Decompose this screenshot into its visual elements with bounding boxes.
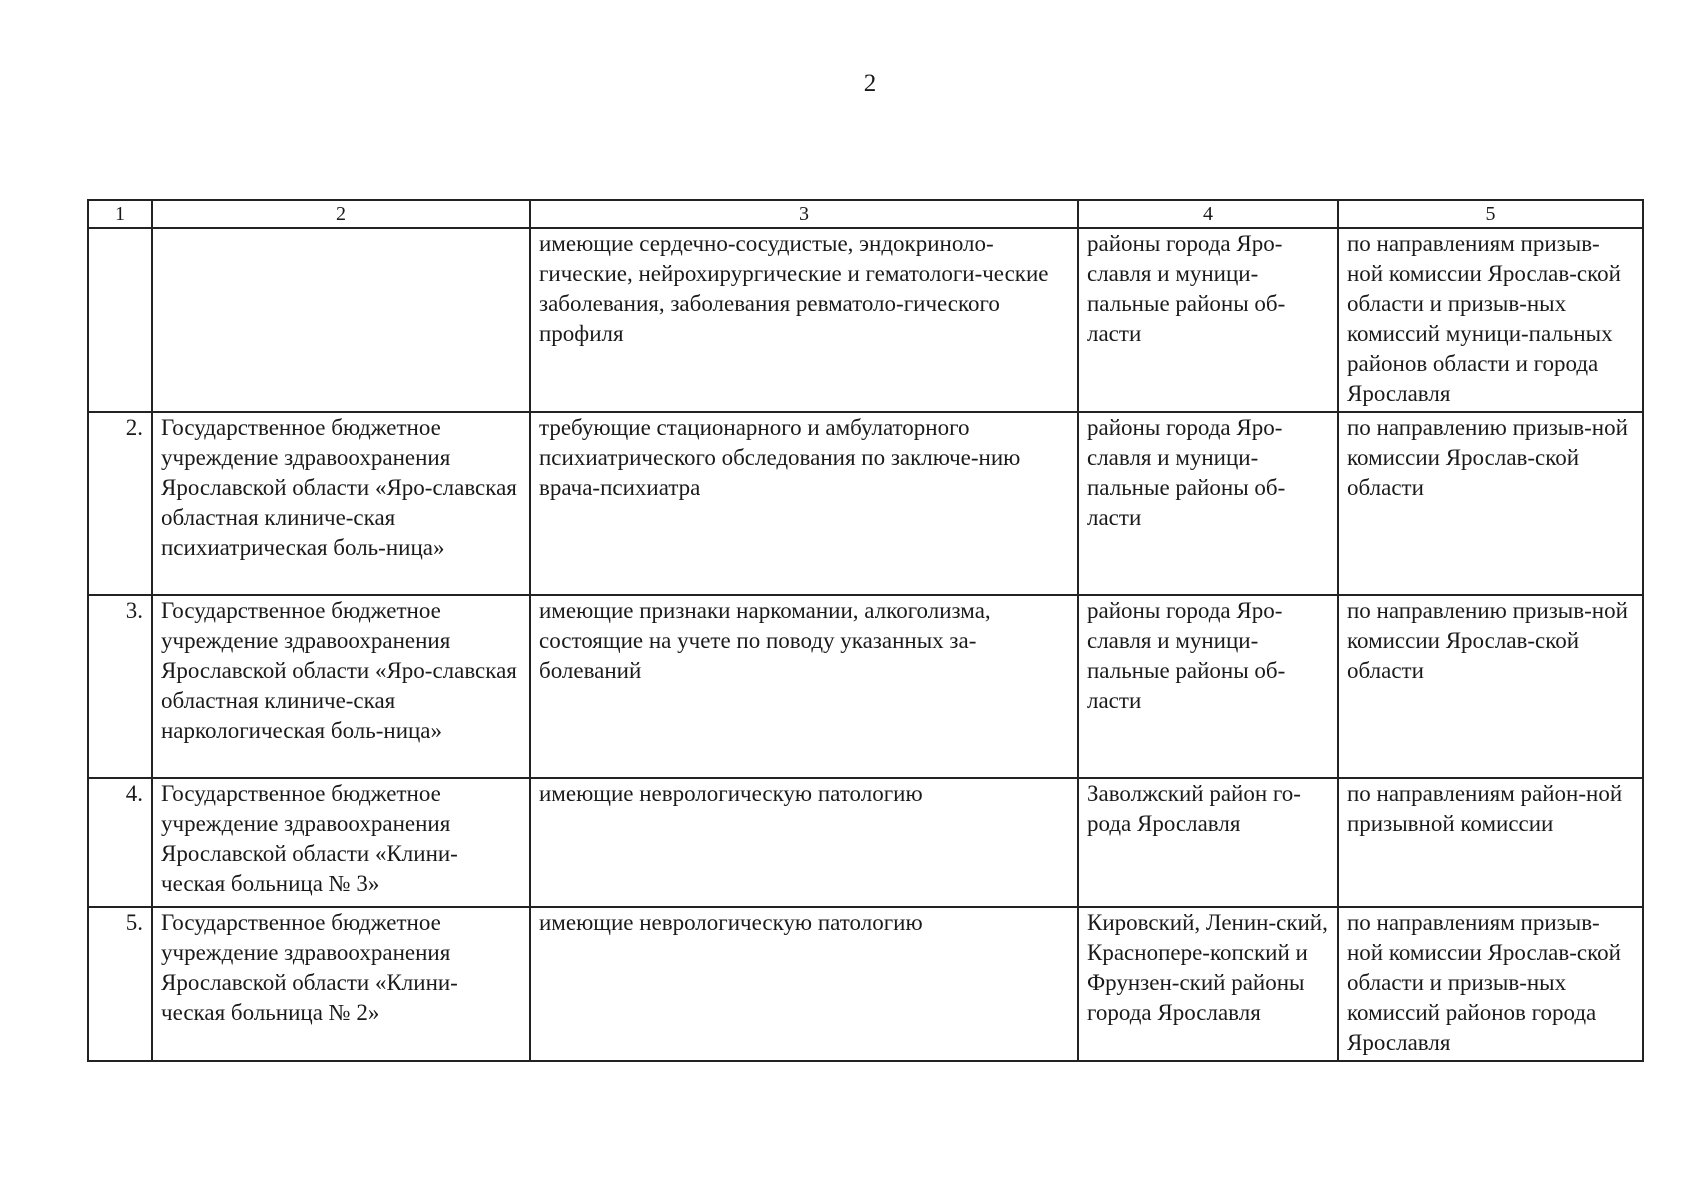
header-col-2: 2 xyxy=(152,200,530,228)
basis-cell: по направлениям район-ной призывной комиссии xyxy=(1338,778,1643,907)
header-col-3: 3 xyxy=(530,200,1078,228)
header-col-5: 5 xyxy=(1338,200,1643,228)
row-number: 5. xyxy=(88,907,152,1061)
institution-cell: Государственное бюджетное учреждение здравоохранения Ярославской области «Клини-ческая больница № 3» xyxy=(152,778,530,907)
territory-cell: районы города Яро-славля и муници-пальные районы об-ласти xyxy=(1078,228,1338,412)
data-table xyxy=(87,199,1644,1062)
table-row xyxy=(88,595,1643,778)
header-col-4: 4 xyxy=(1078,200,1338,228)
table-row xyxy=(88,907,1643,1061)
row-number xyxy=(88,228,152,412)
territory-cell: Кировский, Ленин-ский, Краснопере-копский и Фрунзен-ский районы города Ярославля xyxy=(1078,907,1338,1061)
header-col-1: 1 xyxy=(88,200,152,228)
category-cell: требующие стационарного и амбулаторного психиатрического обследования по заключе-нию врача-психиатра xyxy=(530,412,1078,595)
category-cell: имеющие признаки наркомании, алкоголизма, состоящие на учете по поводу указанных за-болеваний xyxy=(530,595,1078,778)
institution-cell: Государственное бюджетное учреждение здравоохранения Ярославской области «Яро-славская областная клиниче-ская психиатрическая боль-ница» xyxy=(152,412,530,595)
basis-cell: по направлениям призыв-ной комиссии Ярослав-ской области и призыв-ных комиссий районов города Ярославля xyxy=(1338,907,1643,1061)
page-number: 2 xyxy=(863,70,877,97)
basis-cell: по направлению призыв-ной комиссии Ярослав-ской области xyxy=(1338,595,1643,778)
territory-cell: районы города Яро-славля и муници-пальные районы об-ласти xyxy=(1078,412,1338,595)
row-number: 4. xyxy=(88,778,152,907)
category-cell: имеющие неврологическую патологию xyxy=(530,907,1078,1061)
row-number: 2. xyxy=(88,412,152,595)
institution-cell: Государственное бюджетное учреждение здравоохранения Ярославской области «Клини-ческая больница № 2» xyxy=(152,907,530,1061)
territory-cell: районы города Яро-славля и муници-пальные районы об-ласти xyxy=(1078,595,1338,778)
basis-cell: по направлению призыв-ной комиссии Ярослав-ской области xyxy=(1338,412,1643,595)
basis-cell: по направлениям призыв-ной комиссии Ярослав-ской области и призыв-ных комиссий муници-пальных районов области и города Ярославля xyxy=(1338,228,1643,412)
category-cell: имеющие сердечно-сосудистые, эндокриноло-гические, нейрохирургические и гематологи-ческие заболевания, заболевания ревматоло-гического профиля xyxy=(530,228,1078,412)
territory-cell: Заволжский район го-рода Ярославля xyxy=(1078,778,1338,907)
table-row xyxy=(88,778,1643,907)
row-number: 3. xyxy=(88,595,152,778)
institution-cell xyxy=(152,228,530,412)
table-row xyxy=(88,228,1643,412)
category-cell: имеющие неврологическую патологию xyxy=(530,778,1078,907)
institution-cell: Государственное бюджетное учреждение здравоохранения Ярославской области «Яро-славская областная клиниче-ская наркологическая боль-ница» xyxy=(152,595,530,778)
table-row xyxy=(88,412,1643,595)
table-header-row xyxy=(88,200,1643,228)
